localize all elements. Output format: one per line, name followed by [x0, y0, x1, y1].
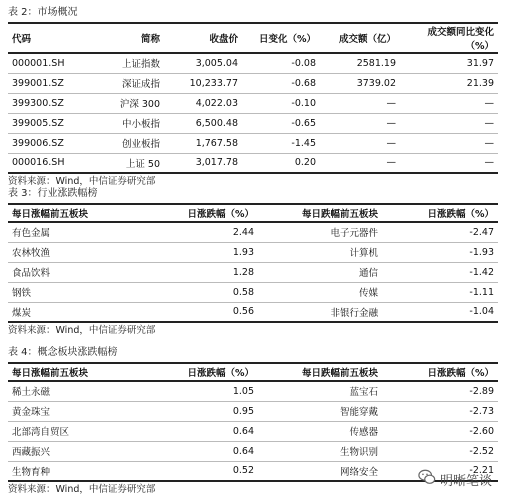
table-cell: —: [400, 113, 498, 133]
table-cell: 智能穿戴: [258, 401, 382, 421]
table-cell: 煤炭: [8, 302, 138, 322]
table-cell: 蓝宝石: [258, 381, 382, 401]
table-cell: 4,022.03: [164, 93, 242, 113]
table-cell: 399005.SZ: [8, 113, 86, 133]
table4-header-row: [8, 363, 498, 381]
table-row: [8, 441, 498, 461]
table-row: [8, 113, 498, 133]
table-cell: 399300.SZ: [8, 93, 86, 113]
col-header-turnover-yoy: 成交额同比变化（%）: [400, 23, 498, 53]
table-cell: -0.68: [242, 73, 320, 93]
table-row: [8, 242, 498, 262]
col-header-top-gainers: 每日涨幅前五板块: [8, 204, 138, 222]
table-cell: 有色金属: [8, 222, 138, 242]
table-cell: 1,767.58: [164, 133, 242, 153]
industry-ranking-section: [8, 187, 498, 339]
table-cell: 传媒: [258, 282, 382, 302]
table-cell: 0.56: [138, 302, 258, 322]
table-cell: -2.21: [382, 461, 498, 481]
table-cell: 计算机: [258, 242, 382, 262]
table3-caption: 表 3：行业涨跌幅榜: [8, 188, 98, 199]
col-header-loss-pct: 日涨跌幅（%）: [382, 363, 498, 381]
table4-caption: 表 4：概念板块涨跌幅榜: [8, 347, 118, 358]
col-header-top-losers: 每日跌幅前五板块: [258, 204, 382, 222]
table-cell: -1.04: [382, 302, 498, 322]
table-cell: -0.08: [242, 53, 320, 73]
col-header-loss-pct: 日涨跌幅（%）: [382, 204, 498, 222]
table-cell: 0.58: [138, 282, 258, 302]
table-cell: 0.20: [242, 153, 320, 173]
table-cell: —: [320, 133, 400, 153]
table-row: [8, 53, 498, 73]
table-cell: 深证成指: [86, 73, 164, 93]
col-header-top-gainers: 每日涨幅前五板块: [8, 363, 138, 381]
wechat-watermark: [418, 468, 492, 490]
table-row: [8, 401, 498, 421]
col-header-name: 简称: [86, 23, 164, 53]
table-row: [8, 381, 498, 401]
table-row: [8, 153, 498, 173]
table-cell: -0.65: [242, 113, 320, 133]
table-cell: -0.10: [242, 93, 320, 113]
table-cell: -1.42: [382, 262, 498, 282]
wechat-icon: [418, 468, 436, 490]
table-cell: 上证指数: [86, 53, 164, 73]
table-cell: -2.73: [382, 401, 498, 421]
concept-ranking-table: [8, 362, 498, 482]
table-cell: 0.95: [138, 401, 258, 421]
table-row: [8, 262, 498, 282]
col-header-close: 收盘价: [164, 23, 242, 53]
table-cell: -2.89: [382, 381, 498, 401]
table-cell: 1.93: [138, 242, 258, 262]
table-cell: 21.39: [400, 73, 498, 93]
table-cell: 1.28: [138, 262, 258, 282]
table-cell: -2.47: [382, 222, 498, 242]
table2-caption: 表 2：市场概况: [8, 7, 78, 18]
table-row: [8, 302, 498, 322]
table-cell: 创业板指: [86, 133, 164, 153]
table-cell: 中小板指: [86, 113, 164, 133]
table-cell: 传感器: [258, 421, 382, 441]
table-cell: 西藏振兴: [8, 441, 138, 461]
table-cell: 非银行金融: [258, 302, 382, 322]
table-cell: 钢铁: [8, 282, 138, 302]
table3-source: 资料来源：Wind，中信证券研究部: [8, 325, 156, 336]
table-cell: 1.05: [138, 381, 258, 401]
table-cell: 10,233.77: [164, 73, 242, 93]
table-cell: 黄金珠宝: [8, 401, 138, 421]
table-cell: 电子元器件: [258, 222, 382, 242]
table-cell: 399001.SZ: [8, 73, 86, 93]
market-overview-section: [8, 6, 498, 190]
table-cell: —: [400, 133, 498, 153]
table-cell: —: [400, 93, 498, 113]
col-header-top-losers: 每日跌幅前五板块: [258, 363, 382, 381]
table-cell: 农林牧渔: [8, 242, 138, 262]
table-cell: 0.64: [138, 441, 258, 461]
table-cell: 网络安全: [258, 461, 382, 481]
table-row: [8, 222, 498, 242]
table-cell: 000016.SH: [8, 153, 86, 173]
table-cell: 0.52: [138, 461, 258, 481]
table-cell: 食品饮料: [8, 262, 138, 282]
table-row: [8, 133, 498, 153]
table-cell: 31.97: [400, 53, 498, 73]
table-cell: —: [320, 93, 400, 113]
table-cell: 北部湾自贸区: [8, 421, 138, 441]
industry-ranking-table: [8, 203, 498, 323]
table-cell: 399006.SZ: [8, 133, 86, 153]
watermark-text: 明晰笔谈: [440, 473, 493, 489]
table-cell: -1.45: [242, 133, 320, 153]
col-header-turnover: 成交额（亿）: [320, 23, 400, 53]
table-cell: 000001.SH: [8, 53, 86, 73]
col-header-code: 代码: [8, 23, 86, 53]
table-cell: 2.44: [138, 222, 258, 242]
table-cell: -1.93: [382, 242, 498, 262]
table-cell: -1.11: [382, 282, 498, 302]
table2-header-row: [8, 23, 498, 53]
table-cell: 沪深 300: [86, 93, 164, 113]
table-row: [8, 282, 498, 302]
table-cell: -2.60: [382, 421, 498, 441]
table-cell: 0.64: [138, 421, 258, 441]
col-header-daily-change: 日变化（%）: [242, 23, 320, 53]
col-header-gain-pct: 日涨跌幅（%）: [138, 363, 258, 381]
col-header-gain-pct: 日涨跌幅（%）: [138, 204, 258, 222]
table3-header-row: [8, 204, 498, 222]
table-cell: 上证 50: [86, 153, 164, 173]
table-cell: 通信: [258, 262, 382, 282]
table-cell: 3739.02: [320, 73, 400, 93]
market-overview-table: [8, 22, 498, 174]
table-row: [8, 73, 498, 93]
table-cell: 生物识别: [258, 441, 382, 461]
table-cell: -2.52: [382, 441, 498, 461]
table-cell: 稀土永磁: [8, 381, 138, 401]
table-row: [8, 421, 498, 441]
table-cell: —: [320, 153, 400, 173]
table-cell: 3,005.04: [164, 53, 242, 73]
table4-source: 资料来源：Wind，中信证券研究部: [8, 484, 156, 495]
table-row: [8, 93, 498, 113]
table-cell: 6,500.48: [164, 113, 242, 133]
table-cell: 3,017.78: [164, 153, 242, 173]
table-cell: 2581.19: [320, 53, 400, 73]
table-cell: —: [320, 113, 400, 133]
table-cell: 生物育种: [8, 461, 138, 481]
table2-source: 资料来源：Wind，中信证券研究部: [8, 176, 156, 187]
table-cell: —: [400, 153, 498, 173]
